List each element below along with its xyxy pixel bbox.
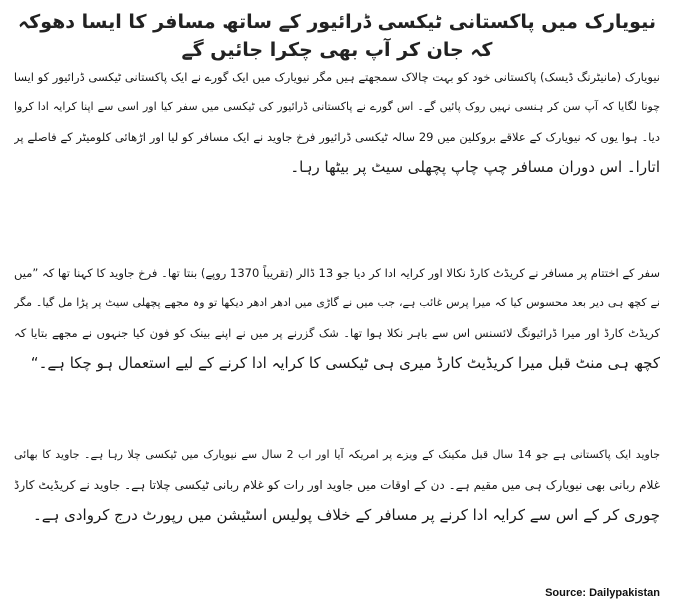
- paragraph-line: دیا۔ ہوا یوں کہ نیویارک کے علاقے بروکلین میں 29 سالہ ٹیکسی ڈرائیور فرخ جاوید نے ایک مسافر کو لیا اور اڑھائی کلومیٹر کے فاصلے پر: [14, 130, 660, 144]
- paragraph-line: جاوید ایک پاکستانی ہے جو 14 سال قبل مکینک کے ویزے پر امریکہ آیا اور اب 2 سال سے نیویارک میں ٹیکسی چلا رہا ہے۔ جاوید کا بھائی: [14, 448, 660, 461]
- paragraph-line: چونا لگایا کہ آپ سن کر ہنسی نہیں روک پائیں گے۔ اس گورے نے پاکستانی ڈرائیور کی ٹیکسی میں سفر کیا اور اسی سے اپنا کرایہ ادا کروا: [14, 100, 660, 113]
- paragraph-line: نے کچھ ہی دیر بعد محسوس کیا کہ میرا پرس غائب ہے، جب میں نے گاڑی میں ادھر ادھر دیکھا تو وہ مجھے پچھلی سیٹ پر پڑا مل گیا۔ مگر: [14, 296, 660, 309]
- paragraph-line: غلام ربانی بھی نیویارک ہی میں مقیم ہے۔ دن کے اوقات میں جاوید اور رات کو غلام ربانی ٹیکسی چلاتا ہے۔ جاوید نے کریڈیٹ کارڈ: [14, 478, 660, 492]
- paragraph-3: [14, 440, 660, 530]
- paragraph-1: [14, 62, 660, 182]
- headline: نیویارک میں پاکستانی ٹیکسی ڈرائیور کے ساتھ مسافر کا ایسا دھوکہ کہ جان کر آپ بھی چکرا جائیں گے: [18, 11, 656, 61]
- paragraph-2: [14, 258, 660, 378]
- paragraph-line: کریڈٹ کارڈ اور میرا ڈرائیونگ لائسنس اس سے باہر نکلا ہوا تھا۔ شک گزرنے پر میں نے اپنے بینک کو فون کیا جنہوں نے مجھے بتایا کہ: [14, 326, 660, 340]
- paragraph-line: سفر کے اختتام پر مسافر نے کریڈٹ کارڈ نکالا اور کرایہ ادا کر دیا جو 13 ڈالر (تقریباً 1370 روپے) بنتا تھا۔ فرخ جاوید کا کہنا تھا کہ ”میں: [14, 266, 660, 280]
- source-credit: Source: Dailypakistan: [545, 587, 660, 599]
- paragraph-line: اتارا۔ اس دوران مسافر چپ چاپ پچھلی سیٹ پر بیٹھا رہا۔: [290, 158, 660, 176]
- paragraph-line: نیویارک (مانیٹرنگ ڈیسک) پاکستانی خود کو بہت چالاک سمجھتے ہیں مگر نیویارک میں ایک گورے نے ایک پاکستانی ٹیکسی ڈرائیور کو ایسا: [14, 70, 660, 84]
- paragraph-line: چوری کر کے اس سے کرایہ ادا کرنے پر مسافر کے خلاف پولیس اسٹیشن میں رپورٹ درج کروادی ہے۔: [32, 506, 660, 524]
- paragraph-line: کچھ ہی منٹ قبل میرا کریڈیٹ کارڈ میری ہی ٹیکسی کا کرایہ ادا کرنے کے لیے استعمال ہو چکا ہے۔“: [30, 354, 660, 372]
